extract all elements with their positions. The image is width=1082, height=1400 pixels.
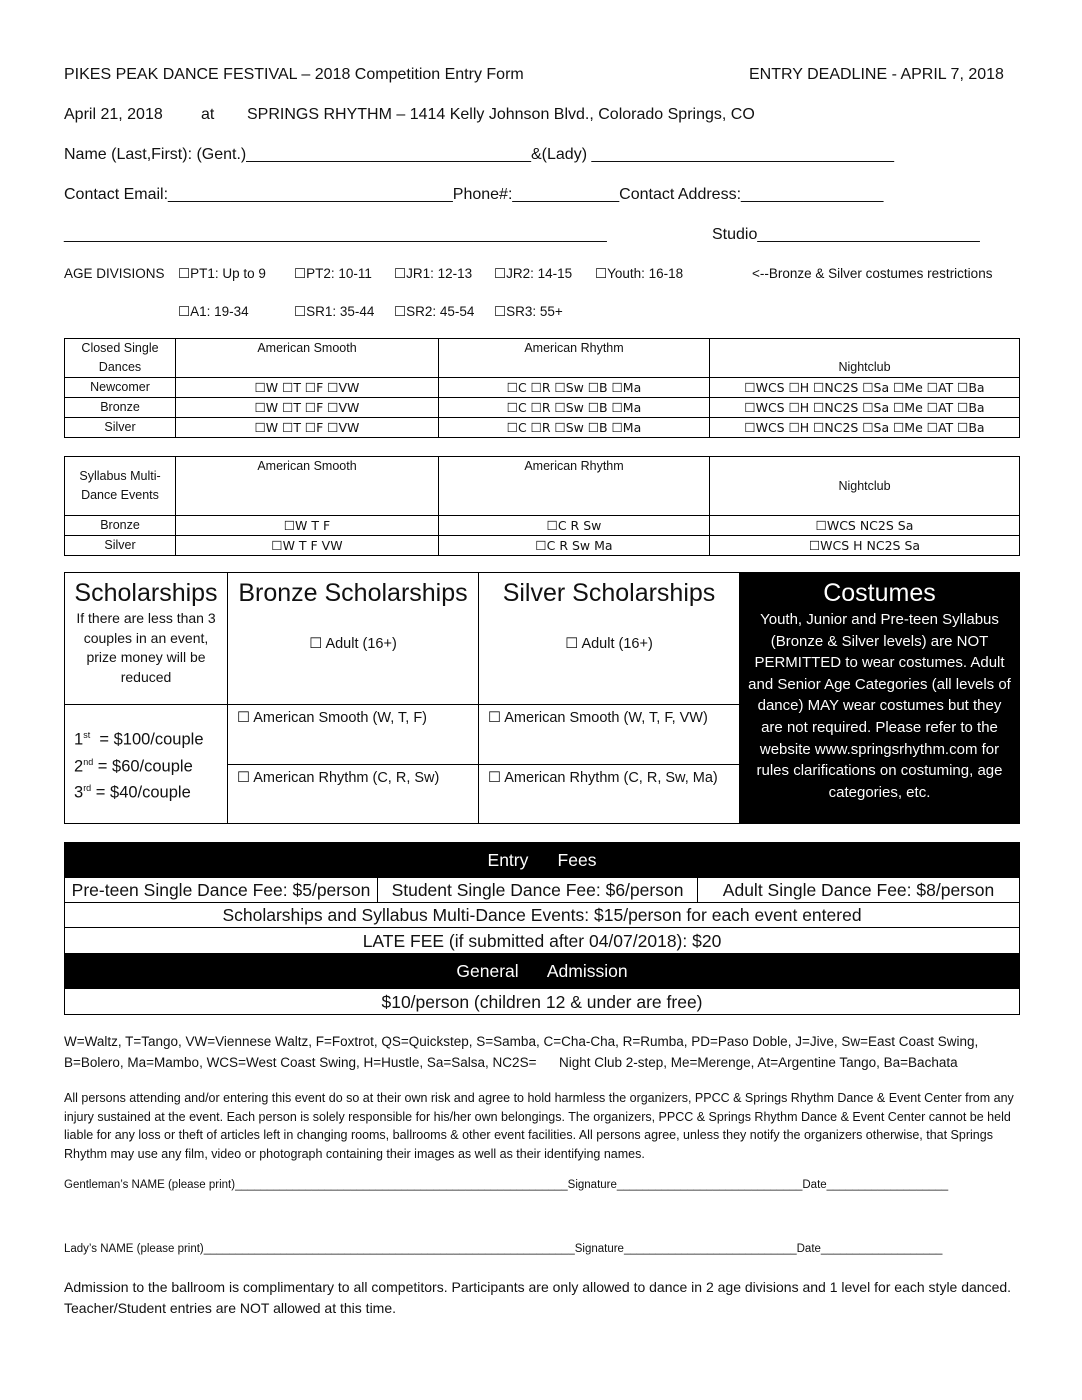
- gentleman-signature-line[interactable]: Gentleman’s NAME (please print)____________________________________________________Signature_____________________________Date___________________: [64, 1179, 949, 1191]
- bronze-multi-smooth-checkbox[interactable]: ☐W T F: [176, 516, 439, 536]
- age-checkbox-pt2[interactable]: ☐PT2: 10-11: [294, 266, 372, 281]
- age-checkbox-jr2[interactable]: ☐JR2: 14-15: [494, 266, 573, 281]
- newcomer-rhythm-checkboxes[interactable]: ☐C ☐R ☐Sw ☐B ☐Ma: [439, 378, 710, 398]
- level-silver: Silver: [65, 536, 176, 556]
- silver-rhythm-checkbox[interactable]: ☐ American Rhythm (C, R, Sw, Ma): [479, 765, 740, 824]
- scholarships-table: [64, 572, 1020, 824]
- table-row: [65, 418, 1020, 438]
- general-admission-title: General Admission: [65, 954, 1020, 989]
- bronze-smooth-checkboxes[interactable]: ☐W ☐T ☐F ☐VW: [176, 398, 439, 418]
- bronze-rhythm-checkboxes[interactable]: ☐C ☐R ☐Sw ☐B ☐Ma: [439, 398, 710, 418]
- late-fee: LATE FEE (if submitted after 04/07/2018): $20: [65, 928, 1020, 954]
- form-title: PIKES PEAK DANCE FESTIVAL – 2018 Competition Entry Form: [64, 66, 524, 83]
- silver-multi-smooth-checkbox[interactable]: ☐W T F VW: [176, 536, 439, 556]
- silver-smooth-checkbox[interactable]: ☐ American Smooth (W, T, F, VW): [479, 705, 740, 765]
- multi-dance-fee: Scholarships and Syllabus Multi-Dance Events: $15/person for each event entered: [65, 903, 1020, 928]
- studio-field[interactable]: Studio_________________________: [712, 226, 980, 243]
- entry-deadline: ENTRY DEADLINE - APRIL 7, 2018: [749, 66, 1004, 83]
- newcomer-nightclub-checkboxes[interactable]: ☐WCS ☐H ☐NC2S ☐Sa ☐Me ☐AT ☐Ba: [710, 378, 1020, 398]
- age-checkbox-jr1[interactable]: ☐JR1: 12-13: [394, 266, 473, 281]
- silver-nightclub-checkboxes[interactable]: ☐WCS ☐H ☐NC2S ☐Sa ☐Me ☐AT ☐Ba: [710, 418, 1020, 438]
- syllabus-table: [64, 456, 1020, 556]
- fees-table: [64, 842, 1020, 1015]
- prize-first: 1st = $100/couple: [74, 730, 204, 749]
- student-fee: Student Single Dance Fee: $6/person: [378, 878, 698, 903]
- silver-rhythm-checkboxes[interactable]: ☐C ☐R ☐Sw ☐B ☐Ma: [439, 418, 710, 438]
- scholarships-cell: [65, 573, 228, 705]
- age-checkbox-pt1[interactable]: ☐PT1: Up to 9: [178, 266, 266, 281]
- age-checkbox-a1[interactable]: ☐A1: 19-34: [178, 304, 249, 319]
- age-checkbox-sr1[interactable]: ☐SR1: 35-44: [294, 304, 375, 319]
- name-field[interactable]: Name (Last,First): (Gent.)________________________________&(Lady) __________________________________: [64, 146, 895, 163]
- abbreviation-legend-line2: B=Bolero, Ma=Mambo, WCS=West Coast Swing, H=Hustle, Sa=Salsa, NC2S= Night Club 2-step, Me=Merenge, At=Argentine Tango, Ba=Bachata: [64, 1055, 958, 1070]
- header-nightclub: Nightclub: [710, 457, 1020, 516]
- silver-scholarships-title: Silver Scholarships: [502, 579, 716, 607]
- header-syllabus: Syllabus Multi-Dance Events: [65, 457, 176, 516]
- silver-adult-checkbox[interactable]: ☐ Adult (16+): [565, 636, 653, 652]
- admission-fee: $10/person (children 12 & under are free): [65, 989, 1020, 1015]
- venue: SPRINGS RHYTHM – 1414 Kelly Johnson Blvd., Colorado Springs, CO: [247, 106, 755, 123]
- table-row: [65, 398, 1020, 418]
- header-american-smooth: American Smooth: [176, 339, 439, 378]
- preteen-fee: Pre-teen Single Dance Fee: $5/person: [65, 878, 378, 903]
- entry-fees-title: Entry Fees: [65, 843, 1020, 878]
- bronze-multi-nightclub-checkbox[interactable]: ☐WCS NC2S Sa: [710, 516, 1020, 536]
- costumes-title: Costumes: [823, 579, 936, 607]
- address-continuation-field[interactable]: _____________________________________________________________: [64, 226, 607, 243]
- costume-restriction-note: <--Bronze & Silver costumes restrictions: [752, 266, 993, 281]
- bronze-rhythm-checkbox[interactable]: ☐ American Rhythm (C, R, Sw): [228, 765, 479, 824]
- at-label: at: [201, 106, 215, 123]
- abbreviation-legend-line1: W=Waltz, T=Tango, VW=Viennese Waltz, F=Foxtrot, QS=Quickstep, S=Samba, C=Cha-Cha, R=Rumba, PD=Paso Doble, J=Jive, Sw=East Coast Swing,: [64, 1034, 979, 1049]
- silver-smooth-checkboxes[interactable]: ☐W ☐T ☐F ☐VW: [176, 418, 439, 438]
- age-checkbox-sr3[interactable]: ☐SR3: 55+: [494, 304, 563, 319]
- costumes-panel: [740, 573, 1020, 824]
- table-row: [65, 536, 1020, 556]
- age-checkbox-youth[interactable]: ☐Youth: 16-18: [595, 266, 684, 281]
- level-silver: Silver: [65, 418, 176, 438]
- header-american-smooth: American Smooth: [176, 457, 439, 516]
- event-date: April 21, 2018: [64, 106, 163, 123]
- header-american-rhythm: American Rhythm: [439, 457, 710, 516]
- level-bronze: Bronze: [65, 398, 176, 418]
- bronze-adult-checkbox[interactable]: ☐ Adult (16+): [309, 636, 397, 652]
- closed-single-table: [64, 338, 1020, 438]
- scholarships-note: If there are less than 3 couples in an event, prize money will be reduced: [76, 610, 216, 685]
- waiver-text: All persons attending and/or entering this event do so at their own risk and agree to hold harmless the organizers, PPCC & Springs Rhythm Dance & Event Center from any injury sustained at the event. Each person is solely responsible for his/her own belongings. The organizers, PPCC & Springs Rhythm Dance & Event Center cannot be held liable for any loss or theft of articles left in changing rooms, ballrooms & other event facilities. All persons agree, unless they notify the organizers otherwise, that Springs Rhythm may use any film, video or photograph containing their images as well as their identifying names.: [64, 1091, 1014, 1161]
- prize-second: 2nd = $60/couple: [74, 756, 193, 776]
- contact-field[interactable]: Contact Email:________________________________Phone#:____________Contact Address:________________: [64, 186, 884, 203]
- bronze-scholarships-title: Bronze Scholarships: [238, 579, 468, 607]
- scholarships-title: Scholarships: [74, 579, 218, 607]
- bronze-multi-rhythm-checkbox[interactable]: ☐C R Sw: [439, 516, 710, 536]
- lady-signature-line[interactable]: Lady’s NAME (please print)__________________________________________________________Signature___________________________Date___________________: [64, 1243, 943, 1255]
- adult-fee: Adult Single Dance Fee: $8/person: [698, 878, 1020, 903]
- header-nightclub: Nightclub: [710, 339, 1020, 378]
- table-row: [65, 378, 1020, 398]
- level-bronze: Bronze: [65, 516, 176, 536]
- age-divisions-label: AGE DIVISIONS: [64, 266, 165, 281]
- silver-scholarships-cell: [479, 573, 740, 705]
- table-row: [65, 516, 1020, 536]
- silver-multi-rhythm-checkbox[interactable]: ☐C R Sw Ma: [439, 536, 710, 556]
- silver-multi-nightclub-checkbox[interactable]: ☐WCS H NC2S Sa: [710, 536, 1020, 556]
- newcomer-smooth-checkboxes[interactable]: ☐W ☐T ☐F ☐VW: [176, 378, 439, 398]
- bronze-nightclub-checkboxes[interactable]: ☐WCS ☐H ☐NC2S ☐Sa ☐Me ☐AT ☐Ba: [710, 398, 1020, 418]
- costumes-text: Youth, Junior and Pre-teen Syllabus (Bronze & Silver levels) are NOT PERMITTED to wear costumes. Adult and Senior Age Categories (all levels of dance) MAY wear costumes but they are not required. Please refer to the website www.springsrhythm.com for rules clarifications on costuming, age categories, etc.: [748, 611, 1011, 801]
- prize-money-cell: [65, 705, 228, 824]
- age-checkbox-sr2[interactable]: ☐SR2: 45-54: [394, 304, 475, 319]
- level-newcomer: Newcomer: [65, 378, 176, 398]
- header-closed-single: Closed Single Dances: [65, 339, 176, 378]
- bronze-scholarships-cell: [228, 573, 479, 705]
- table-header-row: [65, 457, 1020, 516]
- header-american-rhythm: American Rhythm: [439, 339, 710, 378]
- footer-note: Admission to the ballroom is complimentary to all competitors. Participants are only allowed to dance in 2 age divisions and 1 level for each style danced. Teacher/Student entries are NOT allowed at this time.: [64, 1279, 1012, 1316]
- bronze-smooth-checkbox[interactable]: ☐ American Smooth (W, T, F): [228, 705, 479, 765]
- table-header-row: [65, 339, 1020, 378]
- prize-third: 3rd = $40/couple: [74, 783, 191, 802]
